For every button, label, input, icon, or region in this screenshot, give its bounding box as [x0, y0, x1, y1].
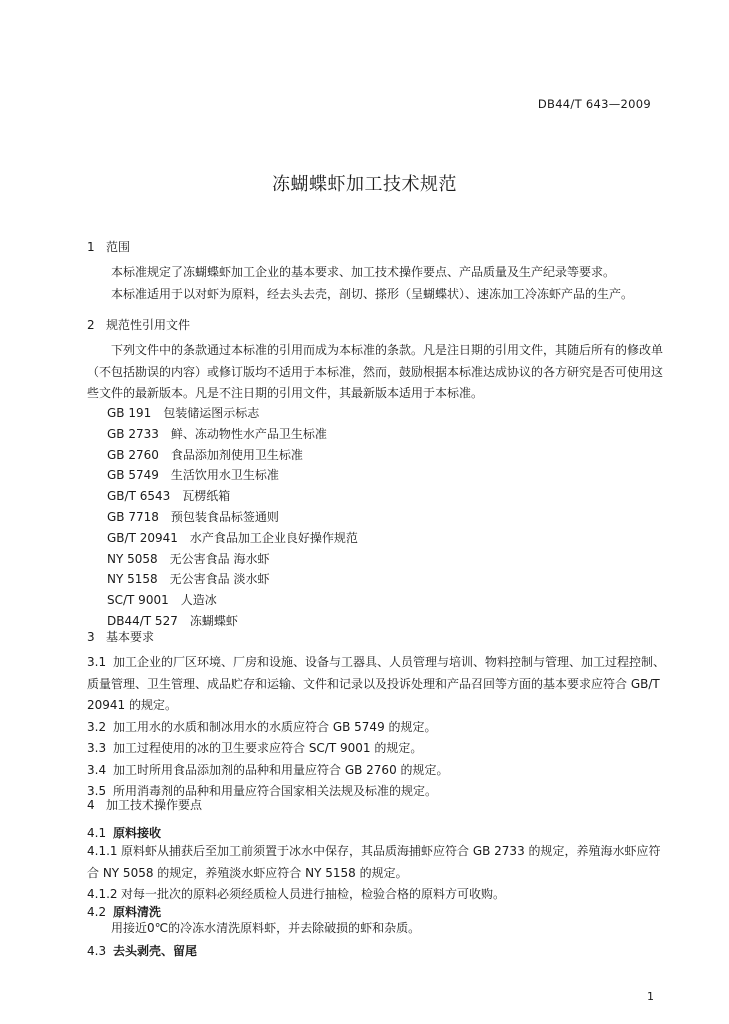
clause-number: 3.1 [87, 655, 107, 669]
subsection-number: 4.2 [87, 905, 107, 919]
section-1-heading [87, 238, 130, 255]
clause-text: 加工用水的水质和制冰用水的水质应符合 GB 5749 的规定。 [113, 719, 437, 734]
reference-item: GB 2733 鲜、冻动物性水产品卫生标准 [107, 426, 327, 441]
reference-item: DB44/T 527 冻蝴蝶虾 [107, 613, 238, 628]
reference-item: GB 7718 预包装食品标签通则 [107, 509, 279, 524]
clause-text: 加工时所用食品添加剂的品种和用量应符合 GB 2760 的规定。 [113, 762, 449, 777]
clause-number: 3.4 [87, 762, 107, 777]
paragraph: 本标准适用于以对虾为原料，经去头去壳，剖切、搽形（呈蝴蝶状）、速冻加工冷冻虾产品的生产。 [111, 286, 634, 301]
section-3-heading [87, 628, 154, 645]
section-title: 范围 [106, 240, 131, 254]
reference-item: GB/T 6543 瓦楞纸箱 [107, 489, 231, 504]
clause-text: 对每一批次的原料必须经质检人员进行抽检，检验合格的原料方可收购。 [121, 887, 506, 901]
clause-number: 3.3 [87, 741, 107, 755]
section-title: 基本要求 [106, 630, 155, 644]
section-number: 4 [87, 798, 95, 812]
paragraph: 本标准规定了冻蝴蝶虾加工企业的基本要求、加工技术操作要点、产品质量及生产纪录等要求。 [111, 265, 616, 279]
clause-number: 4.1.2 [87, 887, 118, 901]
section-3-body [87, 652, 667, 803]
subsection-title: 去头剥壳、留尾 [113, 944, 198, 958]
page-number: 1 [647, 990, 654, 1003]
section-number: 1 [87, 240, 95, 254]
section-number: 3 [87, 630, 95, 644]
clause-item [87, 760, 667, 782]
clause-number: 4.1.1 [87, 844, 118, 858]
section-title: 加工技术操作要点 [106, 798, 203, 812]
subsection-4-2-body [87, 918, 667, 940]
reference-list [87, 403, 667, 632]
reference-item: GB/T 20941 水产食品加工企业良好操作规范 [107, 530, 358, 545]
document-title: 冻蝴蝶虾加工技术规范 [272, 174, 457, 195]
subsection-number: 4.3 [87, 944, 107, 958]
reference-item: GB 2760 食品添加剂使用卫生标准 [107, 447, 303, 462]
section-title: 规范性引用文件 [106, 318, 191, 332]
subsection-number: 4.1 [87, 826, 107, 840]
clause-item [87, 884, 667, 906]
subsection-4-1-heading [87, 824, 161, 841]
section-4-heading [87, 796, 202, 813]
clause-text: 加工过程使用的冰的卫生要求应符合 SC/T 9001 的规定。 [113, 741, 423, 755]
subsection-title: 原料清洗 [113, 905, 162, 919]
reference-item: SC/T 9001 人造冰 [107, 593, 217, 608]
paragraph: 下列文件中的条款通过本标准的引用而成为本标准的条款。凡是注日期的引用文件，其随后所有的修改单（不包括勘误的内容）或修订版均不适用于本标准，然而，鼓励根据本标准达成协议的各方研究是否可使用这些文件的最新版本。凡是不注日期的引用文件，其最新版本适用于本标准。 [87, 343, 664, 400]
subsection-4-3-heading [87, 942, 197, 959]
clause-item [87, 738, 667, 760]
reference-item: GB 191 包装储运图示标志 [107, 406, 260, 420]
reference-item: GB 5749 生活饮用水卫生标准 [107, 468, 279, 483]
subsection-title: 原料接收 [113, 826, 162, 840]
section-2-heading [87, 316, 190, 333]
clause-number: 3.2 [87, 719, 107, 734]
section-number: 2 [87, 318, 95, 332]
section-2-body [87, 340, 667, 405]
clause-text: 加工企业的厂区环境、厂房和设施、设备与工器具、人员管理与培训、物料控制与管理、加工过程控制、质量管理、卫生管理、成品贮存和运输、文件和记录以及投诉处理和产品召回等方面的基本要求应符合 GB/T 20941 的规定。 [87, 655, 666, 712]
reference-item: NY 5158 无公害食品 淡水虾 [107, 572, 270, 587]
reference-item: NY 5058 无公害食品 海水虾 [107, 551, 270, 566]
section-1-body [87, 262, 667, 305]
clause-text: 原料虾从捕获后至加工前须置于冰水中保存，其品质海捕虾应符合 GB 2733 的规定，养殖海水虾应符合 NY 5058 的规定，养殖淡水虾应符合 NY 5158 的规定。 [87, 844, 661, 880]
paragraph: 用接近0℃的冷冻水清洗原料虾，并去除破损的虾和杂质。 [111, 921, 421, 935]
clause-text: 所用消毒剂的品种和用量应符合国家相关法规及标准的规定。 [113, 784, 438, 798]
standard-code: DB44/T 643—2009 [537, 97, 651, 111]
clause-item [87, 652, 667, 717]
subsection-4-1-body [87, 841, 667, 906]
clause-number: 3.5 [87, 784, 107, 798]
clause-item [87, 841, 667, 884]
clause-item [87, 717, 667, 739]
